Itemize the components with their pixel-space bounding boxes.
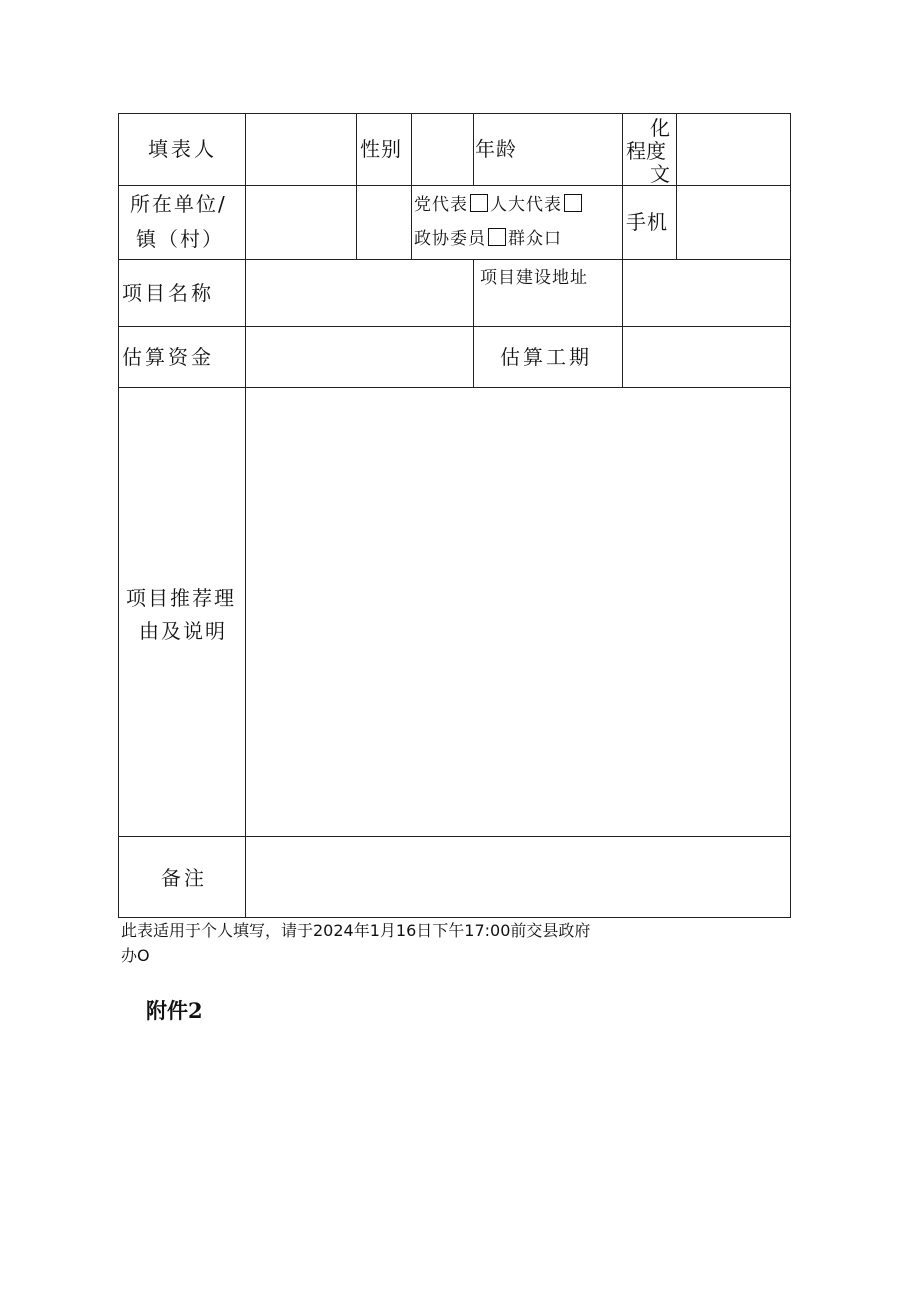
submission-note-line1: 此表适用于个人填写，请于2024年1月16日下午17:00前交县政府: [121, 921, 591, 940]
project-name-label: 项目名称: [122, 281, 214, 305]
identity-line1: [414, 193, 584, 217]
cppcc-member-checkbox[interactable]: [488, 228, 506, 246]
remark-label: 备注: [161, 866, 207, 890]
identity-party-label: 党代表: [414, 195, 468, 215]
identity-cppcc-label: 政协委员: [414, 229, 486, 249]
project-name-value[interactable]: [248, 262, 471, 324]
remark-value[interactable]: [248, 839, 788, 915]
row-divider: [118, 326, 791, 327]
reason-label-line1: 项目推荐理: [126, 586, 236, 610]
table-border-left: [118, 113, 119, 918]
col-divider: [356, 113, 357, 260]
filler-label: 填表人: [148, 137, 217, 161]
gender-label: 性别: [360, 137, 402, 161]
period-value[interactable]: [625, 329, 788, 385]
col-divider: [676, 113, 677, 260]
unit-label-line2: 镇（村）: [136, 227, 224, 251]
table-border-bottom: [118, 917, 791, 918]
attachment-label: 附件2: [146, 998, 203, 1023]
fund-label: 估算资金: [122, 345, 214, 369]
table-border-right: [790, 113, 791, 918]
age-label: 年龄: [475, 137, 517, 161]
identity-line2: [414, 227, 562, 251]
identity-npc-label: 人大代表: [490, 195, 562, 215]
identity-public-label: 群众口: [508, 229, 562, 249]
col-divider: [473, 259, 474, 388]
reason-value[interactable]: [248, 390, 788, 834]
row-divider: [118, 387, 791, 388]
education-label-mid: 程度: [626, 139, 666, 163]
reason-label-line2: 由及说明: [139, 619, 227, 643]
project-address-label: 项目建设地址: [480, 268, 588, 288]
education-value[interactable]: [679, 116, 788, 184]
row-divider: [118, 836, 791, 837]
party-rep-checkbox[interactable]: [470, 194, 488, 212]
table-border-top: [118, 113, 791, 114]
fund-value[interactable]: [248, 329, 471, 385]
education-label-bot: 文: [650, 162, 671, 186]
education-label-top: 化: [650, 116, 671, 140]
col-divider: [622, 113, 623, 388]
phone-value[interactable]: [679, 188, 788, 258]
unit-label-line1: 所在单位/: [130, 192, 227, 216]
row-divider: [118, 185, 791, 186]
period-label: 估算工期: [500, 345, 592, 369]
npc-rep-checkbox[interactable]: [564, 194, 582, 212]
filler-value[interactable]: [248, 116, 354, 184]
gender-value[interactable]: [414, 116, 471, 184]
col-divider: [245, 113, 246, 918]
col-divider: [473, 113, 474, 186]
unit-value[interactable]: [248, 188, 354, 258]
row-divider: [118, 259, 791, 260]
phone-label: 手机: [626, 210, 668, 234]
col-divider: [411, 113, 412, 260]
submission-note-line2: 办O: [121, 946, 150, 965]
project-address-value[interactable]: [625, 262, 788, 324]
age-value[interactable]: [530, 116, 620, 184]
